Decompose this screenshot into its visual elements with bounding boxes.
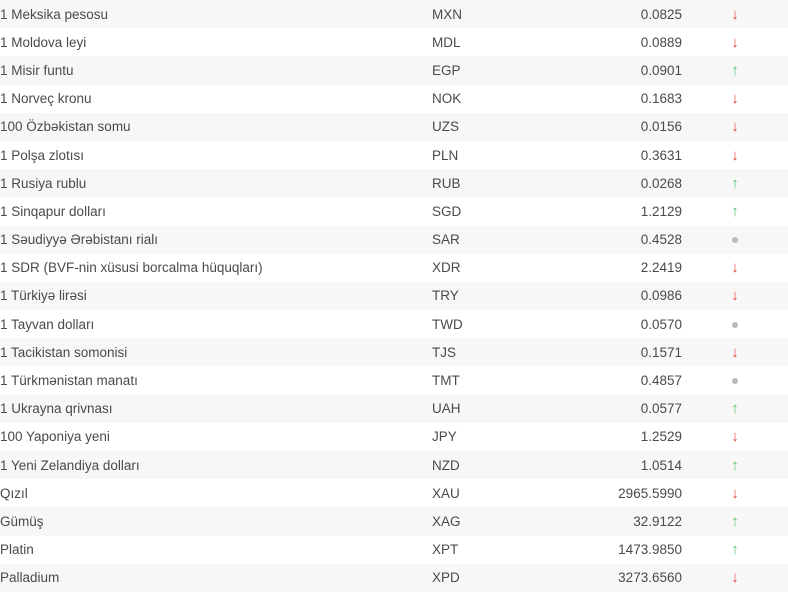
- table-row: [0, 113, 788, 141]
- currency-name-cell: Qızıl: [0, 479, 432, 507]
- currency-rate-cell: 0.4857: [552, 366, 682, 394]
- currency-rate-cell: 32.9122: [552, 507, 682, 535]
- currency-code-cell: TWD: [432, 310, 552, 338]
- currency-rate-cell: 0.0889: [552, 28, 682, 56]
- currency-trend-cell: [682, 197, 788, 225]
- currency-code-cell: XAG: [432, 507, 552, 535]
- currency-name-cell: 100 Özbəkistan somu: [0, 113, 432, 141]
- currency-trend-cell: [682, 564, 788, 592]
- currency-code-cell: TMT: [432, 366, 552, 394]
- arrow-up-icon: ↑: [731, 202, 739, 220]
- currency-trend-cell: [682, 310, 788, 338]
- currency-rate-cell: 1.0514: [552, 451, 682, 479]
- currency-trend-cell: [682, 141, 788, 169]
- table-row: [0, 141, 788, 169]
- currency-trend-cell: [682, 113, 788, 141]
- currency-code-cell: NOK: [432, 85, 552, 113]
- currency-trend-cell: [682, 366, 788, 394]
- dot-flat-icon: [732, 237, 738, 243]
- arrow-up-icon: ↑: [731, 400, 739, 418]
- dot-flat-icon: [732, 322, 738, 328]
- currency-code-cell: TRY: [432, 282, 552, 310]
- currency-code-cell: NZD: [432, 451, 552, 479]
- currency-rate-cell: 2965.5990: [552, 479, 682, 507]
- currency-code-cell: TJS: [432, 338, 552, 366]
- currency-rate-cell: 1.2529: [552, 423, 682, 451]
- currency-trend-cell: [682, 254, 788, 282]
- table-row: [0, 226, 788, 254]
- arrow-down-icon: ↓: [731, 569, 739, 587]
- table-row: [0, 479, 788, 507]
- currency-rate-cell: 0.4528: [552, 226, 682, 254]
- currency-name-cell: Gümüş: [0, 507, 432, 535]
- currency-trend-cell: [682, 536, 788, 564]
- currency-trend-cell: [682, 395, 788, 423]
- currency-trend-cell: [682, 479, 788, 507]
- currency-name-cell: Palladium: [0, 564, 432, 592]
- dot-flat-icon: [732, 378, 738, 384]
- currency-rate-cell: 0.3631: [552, 141, 682, 169]
- currency-trend-cell: [682, 451, 788, 479]
- currency-code-cell: RUB: [432, 169, 552, 197]
- currency-trend-cell: [682, 56, 788, 84]
- currency-code-cell: EGP: [432, 56, 552, 84]
- table-row: [0, 85, 788, 113]
- currency-name-cell: 1 Meksika pesosu: [0, 0, 432, 28]
- arrow-down-icon: ↓: [731, 146, 739, 164]
- table-row: [0, 366, 788, 394]
- currency-code-cell: UAH: [432, 395, 552, 423]
- currency-code-cell: XPD: [432, 564, 552, 592]
- currency-rate-cell: 0.0570: [552, 310, 682, 338]
- currency-name-cell: 1 Polşa zlotısı: [0, 141, 432, 169]
- currency-name-cell: 1 SDR (BVF-nin xüsusi borcalma hüquqları): [0, 254, 432, 282]
- currency-code-cell: XPT: [432, 536, 552, 564]
- table-row: [0, 254, 788, 282]
- table-row: [0, 310, 788, 338]
- currency-trend-cell: [682, 226, 788, 254]
- arrow-down-icon: ↓: [731, 428, 739, 446]
- currency-rate-cell: 0.0577: [552, 395, 682, 423]
- arrow-down-icon: ↓: [731, 118, 739, 136]
- table-row: [0, 564, 788, 592]
- currency-code-cell: SAR: [432, 226, 552, 254]
- currency-name-cell: 1 Tacikistan somonisi: [0, 338, 432, 366]
- currency-trend-cell: [682, 338, 788, 366]
- currency-rate-cell: 2.2419: [552, 254, 682, 282]
- currency-name-cell: 1 Moldova leyi: [0, 28, 432, 56]
- currency-rate-cell: 0.0156: [552, 113, 682, 141]
- arrow-down-icon: ↓: [731, 343, 739, 361]
- currency-name-cell: 1 Ukrayna qrivnası: [0, 395, 432, 423]
- arrow-up-icon: ↑: [731, 512, 739, 530]
- table-row: [0, 451, 788, 479]
- currency-trend-cell: [682, 0, 788, 28]
- currency-name-cell: 1 Yeni Zelandiya dolları: [0, 451, 432, 479]
- currency-code-cell: MXN: [432, 0, 552, 28]
- arrow-down-icon: ↓: [731, 5, 739, 23]
- currency-trend-cell: [682, 85, 788, 113]
- currency-rate-cell: 1.2129: [552, 197, 682, 225]
- arrow-up-icon: ↑: [731, 61, 739, 79]
- arrow-down-icon: ↓: [731, 33, 739, 51]
- arrow-up-icon: ↑: [731, 174, 739, 192]
- table-row: [0, 423, 788, 451]
- table-row: [0, 338, 788, 366]
- currency-name-cell: 1 Türkmənistan manatı: [0, 366, 432, 394]
- currency-name-cell: 1 Rusiya rublu: [0, 169, 432, 197]
- currency-rate-cell: 0.0268: [552, 169, 682, 197]
- arrow-down-icon: ↓: [731, 484, 739, 502]
- table-row: [0, 507, 788, 535]
- currency-name-cell: 1 Norveç kronu: [0, 85, 432, 113]
- currency-name-cell: 100 Yaponiya yeni: [0, 423, 432, 451]
- arrow-up-icon: ↑: [731, 456, 739, 474]
- currency-rate-cell: 0.1571: [552, 338, 682, 366]
- table-row: [0, 0, 788, 28]
- table-row: [0, 536, 788, 564]
- currency-name-cell: 1 Misir funtu: [0, 56, 432, 84]
- table-row: [0, 56, 788, 84]
- currency-name-cell: 1 Səudiyyə Ərəbistanı rialı: [0, 226, 432, 254]
- currency-trend-cell: [682, 169, 788, 197]
- currency-code-cell: MDL: [432, 28, 552, 56]
- currency-name-cell: 1 Sinqapur dolları: [0, 197, 432, 225]
- currency-code-cell: JPY: [432, 423, 552, 451]
- arrow-up-icon: ↑: [731, 541, 739, 559]
- table-row: [0, 197, 788, 225]
- currency-trend-cell: [682, 423, 788, 451]
- currency-name-cell: Platin: [0, 536, 432, 564]
- currency-rate-cell: 0.0825: [552, 0, 682, 28]
- currency-code-cell: UZS: [432, 113, 552, 141]
- currency-rate-cell: 3273.6560: [552, 564, 682, 592]
- currency-code-cell: XAU: [432, 479, 552, 507]
- currency-code-cell: XDR: [432, 254, 552, 282]
- currency-name-cell: 1 Tayvan dolları: [0, 310, 432, 338]
- currency-rate-cell: 0.0901: [552, 56, 682, 84]
- table-row: [0, 169, 788, 197]
- table-row: [0, 395, 788, 423]
- currency-rate-cell: 0.0986: [552, 282, 682, 310]
- table-row: [0, 28, 788, 56]
- arrow-down-icon: ↓: [731, 287, 739, 305]
- table-row: [0, 282, 788, 310]
- currency-trend-cell: [682, 28, 788, 56]
- currency-rate-cell: 0.1683: [552, 85, 682, 113]
- currency-code-cell: SGD: [432, 197, 552, 225]
- currency-code-cell: PLN: [432, 141, 552, 169]
- arrow-down-icon: ↓: [731, 259, 739, 277]
- currency-trend-cell: [682, 507, 788, 535]
- currency-rate-cell: 1473.9850: [552, 536, 682, 564]
- currency-name-cell: 1 Türkiyə lirəsi: [0, 282, 432, 310]
- arrow-down-icon: ↓: [731, 90, 739, 108]
- currency-trend-cell: [682, 282, 788, 310]
